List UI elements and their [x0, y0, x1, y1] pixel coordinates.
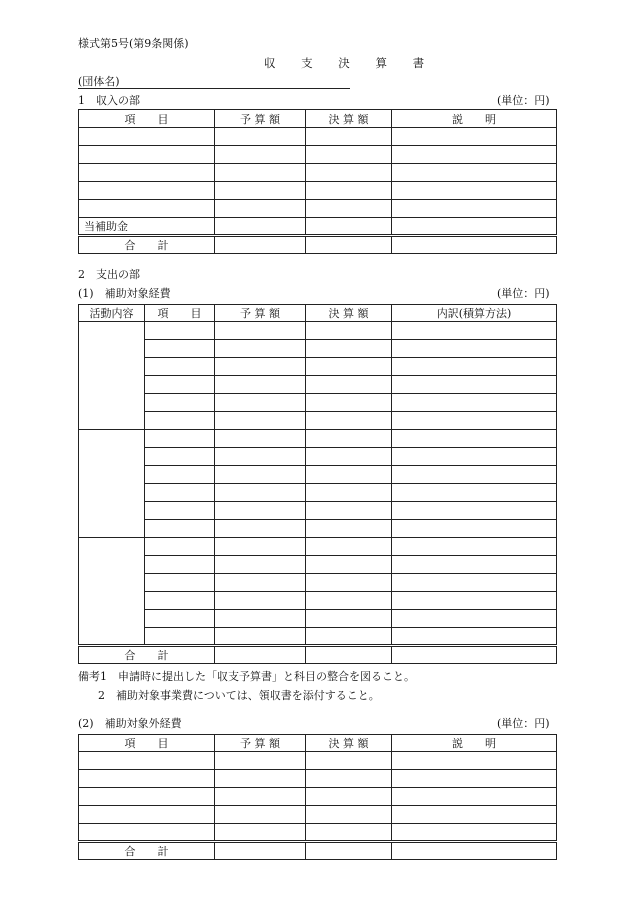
table-row — [79, 574, 557, 592]
non-eligible-expense-heading: (2) 補助対象外経費 — [78, 717, 182, 730]
non-eligible-cell[interactable] — [79, 770, 215, 788]
expense-cell[interactable] — [145, 556, 215, 574]
expense-cell[interactable] — [306, 430, 392, 448]
expense-cell[interactable] — [306, 394, 392, 412]
expense-cell[interactable] — [215, 430, 306, 448]
expense-cell[interactable] — [145, 448, 215, 466]
expense-cell[interactable] — [306, 610, 392, 628]
income-cell[interactable] — [215, 236, 306, 254]
expense-cell[interactable] — [392, 610, 557, 628]
table-row — [79, 182, 557, 200]
expense-cell[interactable] — [306, 322, 392, 340]
expense-cell[interactable] — [145, 592, 215, 610]
document-title: 収 支 決 算 書 — [264, 56, 436, 70]
table-row — [79, 376, 557, 394]
expense-cell[interactable] — [392, 484, 557, 502]
income-cell[interactable] — [392, 164, 557, 182]
expense-cell[interactable] — [215, 628, 306, 646]
header-budget: 予 算 額 — [215, 110, 306, 128]
expense-cell[interactable] — [145, 628, 215, 646]
expense-cell[interactable] — [215, 502, 306, 520]
income-cell[interactable] — [79, 146, 215, 164]
table-row — [79, 340, 557, 358]
non-eligible-cell[interactable] — [79, 824, 215, 842]
expense-cell[interactable] — [215, 610, 306, 628]
eligible-expense-table — [78, 304, 557, 664]
table-row — [79, 770, 557, 788]
expense-cell[interactable] — [306, 412, 392, 430]
expense-cell[interactable] — [306, 484, 392, 502]
non-eligible-header-row — [79, 735, 557, 752]
expense-cell[interactable] — [392, 412, 557, 430]
non-eligible-cell[interactable] — [306, 788, 392, 806]
non-eligible-cell[interactable] — [306, 752, 392, 770]
expense-cell[interactable] — [392, 466, 557, 484]
header-settlement: 決 算 額 — [306, 110, 392, 128]
table-row — [79, 412, 557, 430]
income-cell[interactable] — [392, 146, 557, 164]
header-item: 項 目 — [79, 110, 215, 128]
header-settlement: 決 算 額 — [306, 305, 392, 322]
expense-cell[interactable] — [215, 376, 306, 394]
non-eligible-cell[interactable] — [215, 788, 306, 806]
activity-cell[interactable] — [79, 538, 145, 646]
expense-cell[interactable] — [215, 322, 306, 340]
total-label: 合 計 — [79, 236, 215, 254]
header-description: 説 明 — [392, 110, 557, 128]
header-settlement: 決 算 額 — [306, 735, 392, 752]
organization-name-line — [78, 88, 350, 89]
table-row — [79, 164, 557, 182]
expense-cell[interactable] — [145, 520, 215, 538]
expense-cell[interactable] — [392, 520, 557, 538]
income-cell[interactable] — [215, 128, 306, 146]
expense-cell[interactable] — [392, 556, 557, 574]
income-cell[interactable] — [306, 218, 392, 236]
expense-cell[interactable] — [392, 376, 557, 394]
income-cell[interactable] — [392, 218, 557, 236]
non-eligible-expense-table — [78, 734, 557, 860]
expense-cell[interactable] — [215, 394, 306, 412]
expense-cell[interactable] — [392, 574, 557, 592]
table-row — [79, 128, 557, 146]
expense-cell[interactable] — [215, 556, 306, 574]
expense-cell[interactable] — [306, 502, 392, 520]
expense-cell[interactable] — [145, 574, 215, 592]
non-eligible-cell[interactable] — [392, 770, 557, 788]
income-cell[interactable] — [79, 182, 215, 200]
expense-cell[interactable] — [392, 538, 557, 556]
income-cell[interactable] — [215, 218, 306, 236]
expense-cell[interactable] — [215, 340, 306, 358]
non-eligible-cell[interactable] — [392, 806, 557, 824]
non-eligible-cell[interactable] — [392, 752, 557, 770]
expense-cell[interactable] — [306, 574, 392, 592]
total-row — [79, 236, 557, 254]
non-eligible-cell[interactable] — [215, 752, 306, 770]
table-row — [79, 484, 557, 502]
income-cell[interactable] — [392, 236, 557, 254]
table-row — [79, 806, 557, 824]
eligible-unit-label: (単位：円) — [497, 287, 550, 300]
non-eligible-cell[interactable] — [215, 770, 306, 788]
expense-cell[interactable] — [392, 592, 557, 610]
activity-cell[interactable] — [79, 322, 145, 430]
table-row — [79, 610, 557, 628]
table-row — [79, 520, 557, 538]
eligible-header-row — [79, 305, 557, 322]
table-row — [79, 752, 557, 770]
income-header-row — [79, 110, 557, 128]
expense-cell[interactable] — [392, 646, 557, 664]
non-eligible-cell[interactable] — [306, 824, 392, 842]
non-eligible-cell[interactable] — [306, 842, 392, 860]
income-table — [78, 109, 557, 254]
expense-cell[interactable] — [306, 628, 392, 646]
expense-section-heading: 2 支出の部 — [78, 268, 140, 281]
income-cell[interactable] — [306, 200, 392, 218]
expense-cell[interactable] — [145, 340, 215, 358]
expense-cell[interactable] — [215, 520, 306, 538]
expense-cell[interactable] — [145, 430, 215, 448]
total-label: 合 計 — [79, 646, 215, 664]
income-cell[interactable] — [306, 128, 392, 146]
expense-cell[interactable] — [392, 358, 557, 376]
table-row — [79, 430, 557, 448]
expense-cell[interactable] — [215, 412, 306, 430]
table-row — [79, 824, 557, 842]
table-row — [79, 502, 557, 520]
table-row — [79, 322, 557, 340]
activity-cell[interactable] — [79, 430, 145, 538]
expense-cell[interactable] — [215, 592, 306, 610]
income-cell[interactable] — [215, 200, 306, 218]
non-eligible-cell[interactable] — [392, 788, 557, 806]
table-row — [79, 146, 557, 164]
form-number: 様式第5号(第9条関係) — [78, 37, 189, 50]
expense-cell[interactable] — [215, 574, 306, 592]
table-row — [79, 448, 557, 466]
table-row — [79, 556, 557, 574]
expense-cell[interactable] — [145, 358, 215, 376]
expense-cell[interactable] — [215, 466, 306, 484]
table-row — [79, 394, 557, 412]
header-item: 項 目 — [79, 735, 215, 752]
note-1: 備考1 申請時に提出した「収支予算書」と科目の整合を図ること。 — [78, 670, 415, 683]
table-row — [79, 538, 557, 556]
non-eligible-cell[interactable] — [215, 842, 306, 860]
table-row — [79, 358, 557, 376]
expense-cell[interactable] — [306, 466, 392, 484]
header-activity: 活動内容 — [79, 305, 145, 322]
non-eligible-cell[interactable] — [79, 788, 215, 806]
expense-cell[interactable] — [306, 646, 392, 664]
income-cell[interactable] — [392, 200, 557, 218]
income-cell[interactable] — [392, 128, 557, 146]
table-row — [79, 200, 557, 218]
table-row — [79, 466, 557, 484]
expense-cell[interactable] — [392, 502, 557, 520]
non-eligible-cell[interactable] — [392, 824, 557, 842]
expense-cell[interactable] — [215, 646, 306, 664]
expense-cell[interactable] — [145, 484, 215, 502]
header-breakdown: 内訳(積算方法) — [392, 305, 557, 322]
header-budget: 予 算 額 — [215, 305, 306, 322]
non-eligible-cell[interactable] — [306, 770, 392, 788]
expense-cell[interactable] — [306, 520, 392, 538]
total-label: 合 計 — [79, 842, 215, 860]
expense-cell[interactable] — [145, 502, 215, 520]
income-cell[interactable] — [306, 164, 392, 182]
non-eligible-cell[interactable] — [392, 842, 557, 860]
header-item: 項 目 — [145, 305, 215, 322]
expense-cell[interactable] — [145, 466, 215, 484]
expense-cell[interactable] — [392, 448, 557, 466]
income-cell[interactable] — [79, 200, 215, 218]
expense-cell[interactable] — [392, 430, 557, 448]
expense-cell[interactable] — [215, 358, 306, 376]
expense-cell[interactable] — [392, 394, 557, 412]
expense-cell[interactable] — [145, 610, 215, 628]
expense-cell[interactable] — [306, 538, 392, 556]
non-eligible-cell[interactable] — [306, 806, 392, 824]
expense-cell[interactable] — [306, 592, 392, 610]
table-row — [79, 592, 557, 610]
income-cell[interactable] — [79, 128, 215, 146]
income-section-heading: 1 収入の部 — [78, 94, 140, 107]
non-eligible-unit-label: (単位：円) — [497, 717, 550, 730]
income-cell[interactable] — [215, 146, 306, 164]
expense-cell[interactable] — [392, 628, 557, 646]
subsidy-label: 当補助金 — [79, 218, 215, 236]
expense-cell[interactable] — [306, 556, 392, 574]
income-cell[interactable] — [79, 164, 215, 182]
table-row — [79, 788, 557, 806]
income-cell[interactable] — [306, 182, 392, 200]
income-cell[interactable] — [215, 182, 306, 200]
expense-cell[interactable] — [145, 322, 215, 340]
total-row — [79, 646, 557, 664]
note-2: 2 補助対象事業費については、領収書を添付すること。 — [98, 689, 380, 702]
table-row — [79, 628, 557, 646]
eligible-expense-heading: (1) 補助対象経費 — [78, 287, 171, 300]
expense-cell[interactable] — [145, 538, 215, 556]
expense-cell[interactable] — [392, 340, 557, 358]
expense-cell[interactable] — [215, 538, 306, 556]
income-cell[interactable] — [215, 164, 306, 182]
header-description: 説 明 — [392, 735, 557, 752]
income-unit-label: (単位：円) — [497, 94, 550, 107]
expense-cell[interactable] — [306, 358, 392, 376]
expense-cell[interactable] — [306, 448, 392, 466]
income-cell[interactable] — [306, 236, 392, 254]
non-eligible-cell[interactable] — [215, 824, 306, 842]
income-cell[interactable] — [306, 146, 392, 164]
expense-cell[interactable] — [215, 448, 306, 466]
expense-cell[interactable] — [215, 484, 306, 502]
income-cell[interactable] — [392, 182, 557, 200]
organization-label: (団体名) — [78, 75, 120, 88]
expense-cell[interactable] — [306, 340, 392, 358]
non-eligible-cell[interactable] — [79, 806, 215, 824]
subsidy-row — [79, 218, 557, 236]
expense-cell[interactable] — [145, 376, 215, 394]
expense-cell[interactable] — [145, 412, 215, 430]
non-eligible-cell[interactable] — [215, 806, 306, 824]
header-budget: 予 算 額 — [215, 735, 306, 752]
total-row — [79, 842, 557, 860]
non-eligible-cell[interactable] — [79, 752, 215, 770]
expense-cell[interactable] — [392, 322, 557, 340]
expense-cell[interactable] — [145, 394, 215, 412]
expense-cell[interactable] — [306, 376, 392, 394]
